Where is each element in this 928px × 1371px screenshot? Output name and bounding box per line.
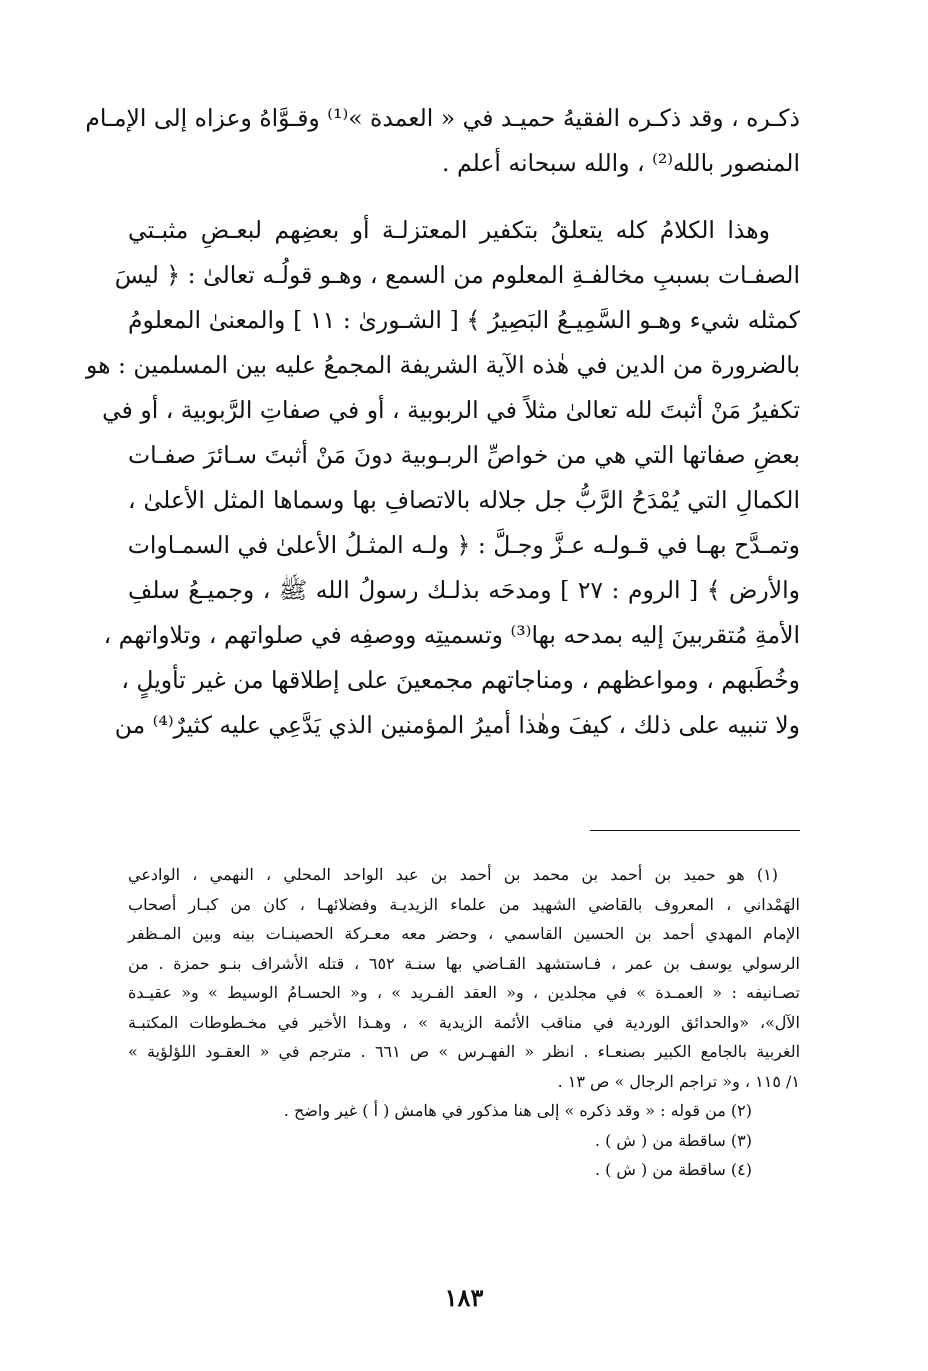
text-line: المنصور بالله⁽²⁾ ، والله سبحانه أعلم . xyxy=(442,149,800,177)
paragraph-gap xyxy=(128,186,800,208)
text-line: ولا تنبيه على ذلك ، كيفَ وهٰذا أميرُ المؤمنين الذي يَدَّعِي عليه كثيرٌ⁽⁴⁾ من xyxy=(114,711,800,739)
footnotes xyxy=(128,860,800,1185)
footnote-1-line: الإمام المهدي أحمد بن الحسين القاسمي ، وحضر معه معـركة الحصينـات بينه وبين المـظفر xyxy=(128,924,800,943)
footnote-2: (٢) من قوله : « وقد ذكره » إلى هنا مذكور في هامش ( أ ) غير واضح . xyxy=(283,1101,752,1120)
footnote-1-line: (١) هو حميد بن أحمد بن محمد بن أحمد بن عبد الواحد المحلي ، النهمي ، الوادعي xyxy=(128,865,778,884)
footnote-1-line: تصـانيفه : « العمـدة » في مجلدين ، و« العقد الفـريد » ، و« الحسـامُ الوسيط » و« عقيـدة xyxy=(128,983,800,1002)
footnote-1-line: الغربية بالجامع الكبير بصنعـاء . انظر « الفهـرس » ص ٦٦١ . مترجم في « العقـود اللؤلؤية » xyxy=(128,1042,801,1061)
footnote-3: (٣) ساقطة من ( ش ) . xyxy=(594,1130,752,1150)
text-line: ذكـره ، وقد ذكـره الفقيهُ حميـد في « العمدة »⁽¹⁾ وقـوَّاهُ وعزاه إلى الإمـام xyxy=(85,104,800,132)
footnote-1-line: ١/ ١١٥ ، و« تراجم الرجال » ص ١٣ . xyxy=(557,1071,800,1091)
text-line: الكمالِ التي يُمْدَحُ الرَّبُّ جل جلاله بالاتصافِ بها وسماها المثل الأعلىٰ ، xyxy=(128,486,800,514)
text-line: والأرض ﴾ [ الروم : ٢٧ ] ومدحَه بذلـك رسولُ الله ﷺ ، وجميـعُ سلفِ xyxy=(128,576,800,604)
text-line: وهذا الكلامُ كله يتعلقُ بتكفير المعتزلـة أو بعضِهم لبعـضِ مثبـتي xyxy=(128,216,770,244)
text-line: وتمـدَّح بهـا في قـولـه عـزَّ وجـلَّ : ﴿ ولـه المثـلُ الأعلىٰ في السمـاوات xyxy=(127,531,800,559)
text-line: بعضِ صفاتها التي هي من خواصِّ الربـوبية دونَ مَنْ أثبتَ سـائرَ صفـات xyxy=(128,441,800,469)
text-line: بالضرورة من الدين في هٰذه الآية الشريفة المجمعُ عليه بين المسلمين : هو xyxy=(86,351,800,379)
footnote-1-line: الآل»، «والحدائق الوردية في مناقب الأئمة الزيدية » ، وهـذا الأخير في مخـطوطات المكتبـة xyxy=(128,1012,800,1032)
text-line: الصفـات بسببِ مخالفـةِ المعلوم من السمع ، وهـو قولُـه تعالىٰ : ﴿ ليسَ xyxy=(114,261,800,289)
footnote-separator xyxy=(590,830,800,831)
text-line: الأمةِ مُتقربينَ إليه بمدحه بها⁽³⁾ وتسميتِه ووصفِه في صلواتهم ، وتلاواتهم ، xyxy=(103,621,800,649)
text-line: تكفيرُ مَنْ أثبتَ لله تعالىٰ مثلاً في الربوبية ، أو في صفاتِ الرَّبوبية ، أو في xyxy=(102,396,800,424)
main-text xyxy=(85,96,800,748)
footnote-4: (٤) ساقطة من ( ش ) . xyxy=(594,1160,752,1179)
page-number: ١٨٣ xyxy=(444,1283,484,1312)
footnote-1-line: الرسولي يوسف بن عمر ، فـاستشهد القـاضي بها سنـة ٦٥٢ ، قتله الأشراف بنـو حمزة . من xyxy=(128,953,801,973)
footnote-1-line: الهَمْداني ، المعروف بالقاضي الشهيد من علماء الزيديـة وفضلائهـا ، كان من كبـار أصحاب xyxy=(128,894,800,914)
text-line: كمثله شيء وهـو السَّمِيـعُ البَصِيرُ ﴾ [ الشـورىٰ : ١١ ] والمعنىٰ المعلومُ xyxy=(128,306,800,334)
text-line: وخُطَبهم ، ومواعظهم ، ومناجاتهم مجمعينَ على إطلاقها من غير تأويلٍ ، xyxy=(121,666,800,694)
